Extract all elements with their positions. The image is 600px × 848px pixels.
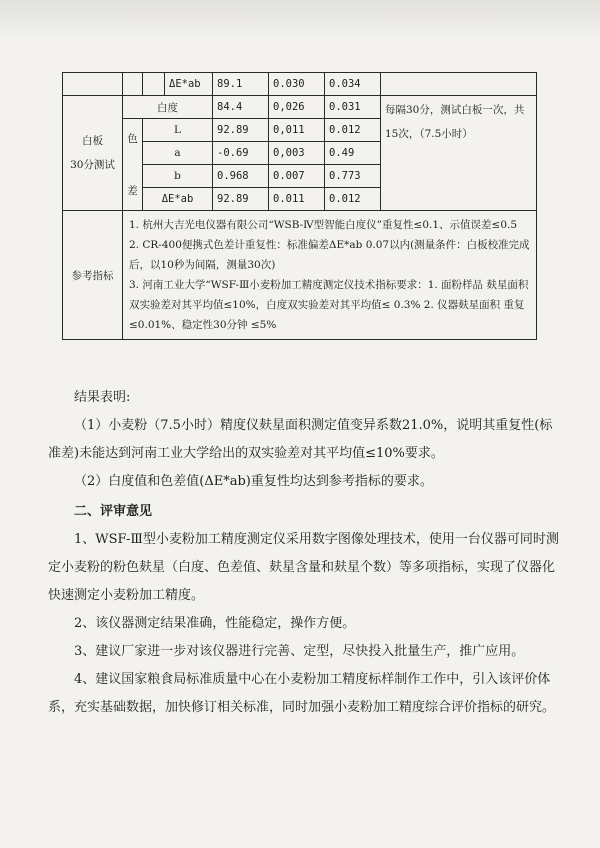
review-paragraph: 2、该仪器测定结果准确，性能稳定，操作方便。 <box>74 616 356 631</box>
measurement-table <box>62 72 537 340</box>
table-row: 色 差 L 92.89 0,011 0.012 <box>63 119 537 142</box>
table-row: ΔE*ab 92.89 0.011 0.012 <box>63 188 537 211</box>
results-heading: 结果表明: <box>74 390 131 405</box>
table-row: a -0.69 0,003 0.49 <box>63 142 537 165</box>
group-label-cell: 白板 30分测试 <box>63 96 123 211</box>
metric-cell: ΔE*ab <box>165 73 213 96</box>
review-paragraph: 3、建议厂家进一步对该仪器进行完善、定型，尽快投入批量生产，推广应用。 <box>74 644 525 659</box>
chroma-label-cell: 色 差 <box>123 119 143 211</box>
scan-shadow <box>0 0 600 40</box>
table-row: b 0.968 0.007 0.773 <box>63 165 537 188</box>
ref-list-cell: 1. 杭州大吉光电仪器有限公司“WSB-Ⅳ型智能白度仪”重复性≤0.1、示值误差≤0.5 2. CR-400便携式色差计重复性：标准偏差ΔE*ab 0.07以内(测量条件：白板校准完成后，以10秒为间隔，测量30次) 3. 河南工业大学“WSF-Ⅲ小麦粉加工精度测定仪技术指标要求：1. 面粉样品 麸星面积双实验差对其平均值≤10%，白度双实验差对其平均值≤ 0.3% 2. 仪器麸星面积 重复≤0.01%、稳定性30分钟 ≤5% <box>123 211 537 340</box>
table-row: 白板 30分测试 白度 84.4 0,026 0.031 每隔30分，测试白板一次，共15次，（7.5小时） <box>63 96 537 119</box>
results-paragraph: （1）小麦粉（7.5小时）精度仪麸星面积测定值变异系数21.0%，说明其重复性(标准差)未能达到河南工业大学给出的双实验差对其平均值≤10%要求。 <box>48 418 553 461</box>
results-paragraph: （2）白度值和色差值(ΔE*ab)重复性均达到参考指标的要求。 <box>74 474 433 489</box>
review-paragraph: 4、建议国家粮食局标准质量中心在小麦粉加工精度标样制作工作中，引入该评价体系，充实基础数据，加快修订相关标准，同时加强小麦粉加工精度综合评价指标的研究。 <box>48 672 556 715</box>
review-heading: 二、评审意见 <box>74 504 153 519</box>
review-paragraph: 1、WSF-Ⅲ型小麦粉加工精度测定仪采用数字图像处理技术，使用一台仪器可同时测定小麦粉的粉色麸星（白度、色差值、麸星含量和麸星个数）等多项指标，实现了仪器化快速测定小麦粉加工精度。 <box>48 532 559 603</box>
results-section <box>48 384 560 722</box>
table-row: ΔE*ab 89.1 0.030 0.034 <box>63 73 537 96</box>
ref-label-cell: 参考指标 <box>63 211 123 340</box>
note-cell: 每隔30分，测试白板一次，共15次，（7.5小时） <box>381 96 537 211</box>
table-row <box>63 211 537 340</box>
